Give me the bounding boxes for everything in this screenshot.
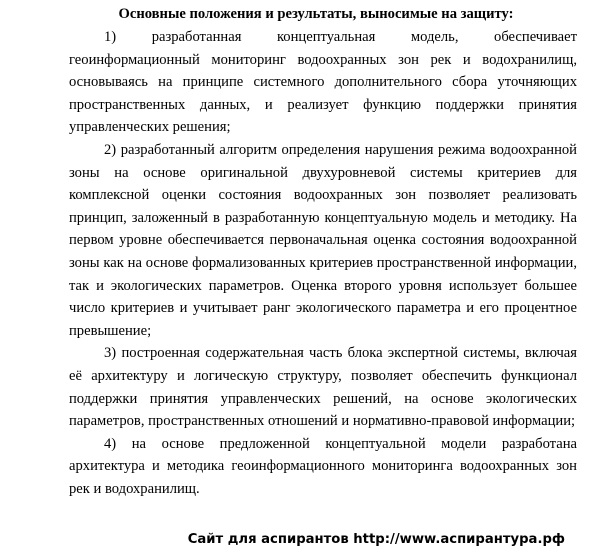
item-text-2: разработанный алгоритм определения нарушения режима водоохранной зоны на основе оригинальной двухуровневой системы критериев для комплексной оценки состояния водоохранных зон позволяет реализовать принцип, заложенный в разработанную концептуальную модель и методику. На первом уровне обеспечивается первоначальная оценка состояния водоохранной зоны как на основе формализованных критериев пространственной информации, так и экологических параметров. Оценка второго уровня использует большее число критериев и учитывает ранг экологического параметра и его процентное превышение; [69, 141, 577, 339]
item-text-3: построенная содержательная часть блока экспертной системы, включая её архитектуру и логическую структуру, позволяет обеспечить функционал поддержки принятия управленческих решений, на основе экологических параметров, пространственных отношений и нормативно-правовой информации; [69, 345, 577, 430]
list-item-1 [69, 26, 577, 139]
item-number-2: 2) [104, 141, 117, 158]
page-heading: Основные положения и результаты, выносимые на защиту: [118, 6, 514, 22]
item-text-4: на основе предложенной концептуальной модели разработана архитектура и методика геоинформационного мониторинга водоохранных зон рек и водохранилищ. [69, 435, 577, 497]
document-page [69, 4, 577, 500]
site-watermark: Сайт для аспирантов http://www.аспирантура.рф [187, 532, 565, 547]
list-item-4 [69, 433, 577, 501]
list-item-3 [69, 342, 577, 432]
list-item-2 [69, 139, 577, 342]
item-number-3: 3) [104, 345, 117, 362]
item-text-1: разработанная концептуальная модель, обеспечивает геоинформационный мониторинг водоохранных зон рек и водохранилищ, основываясь на принципе системного дополнительного сбора уточняющих пространственных данных, и реализует функцию поддержки принятия управленческих решения; [69, 29, 577, 136]
item-number-1: 1) [104, 29, 117, 45]
item-number-4: 4) [104, 435, 117, 452]
